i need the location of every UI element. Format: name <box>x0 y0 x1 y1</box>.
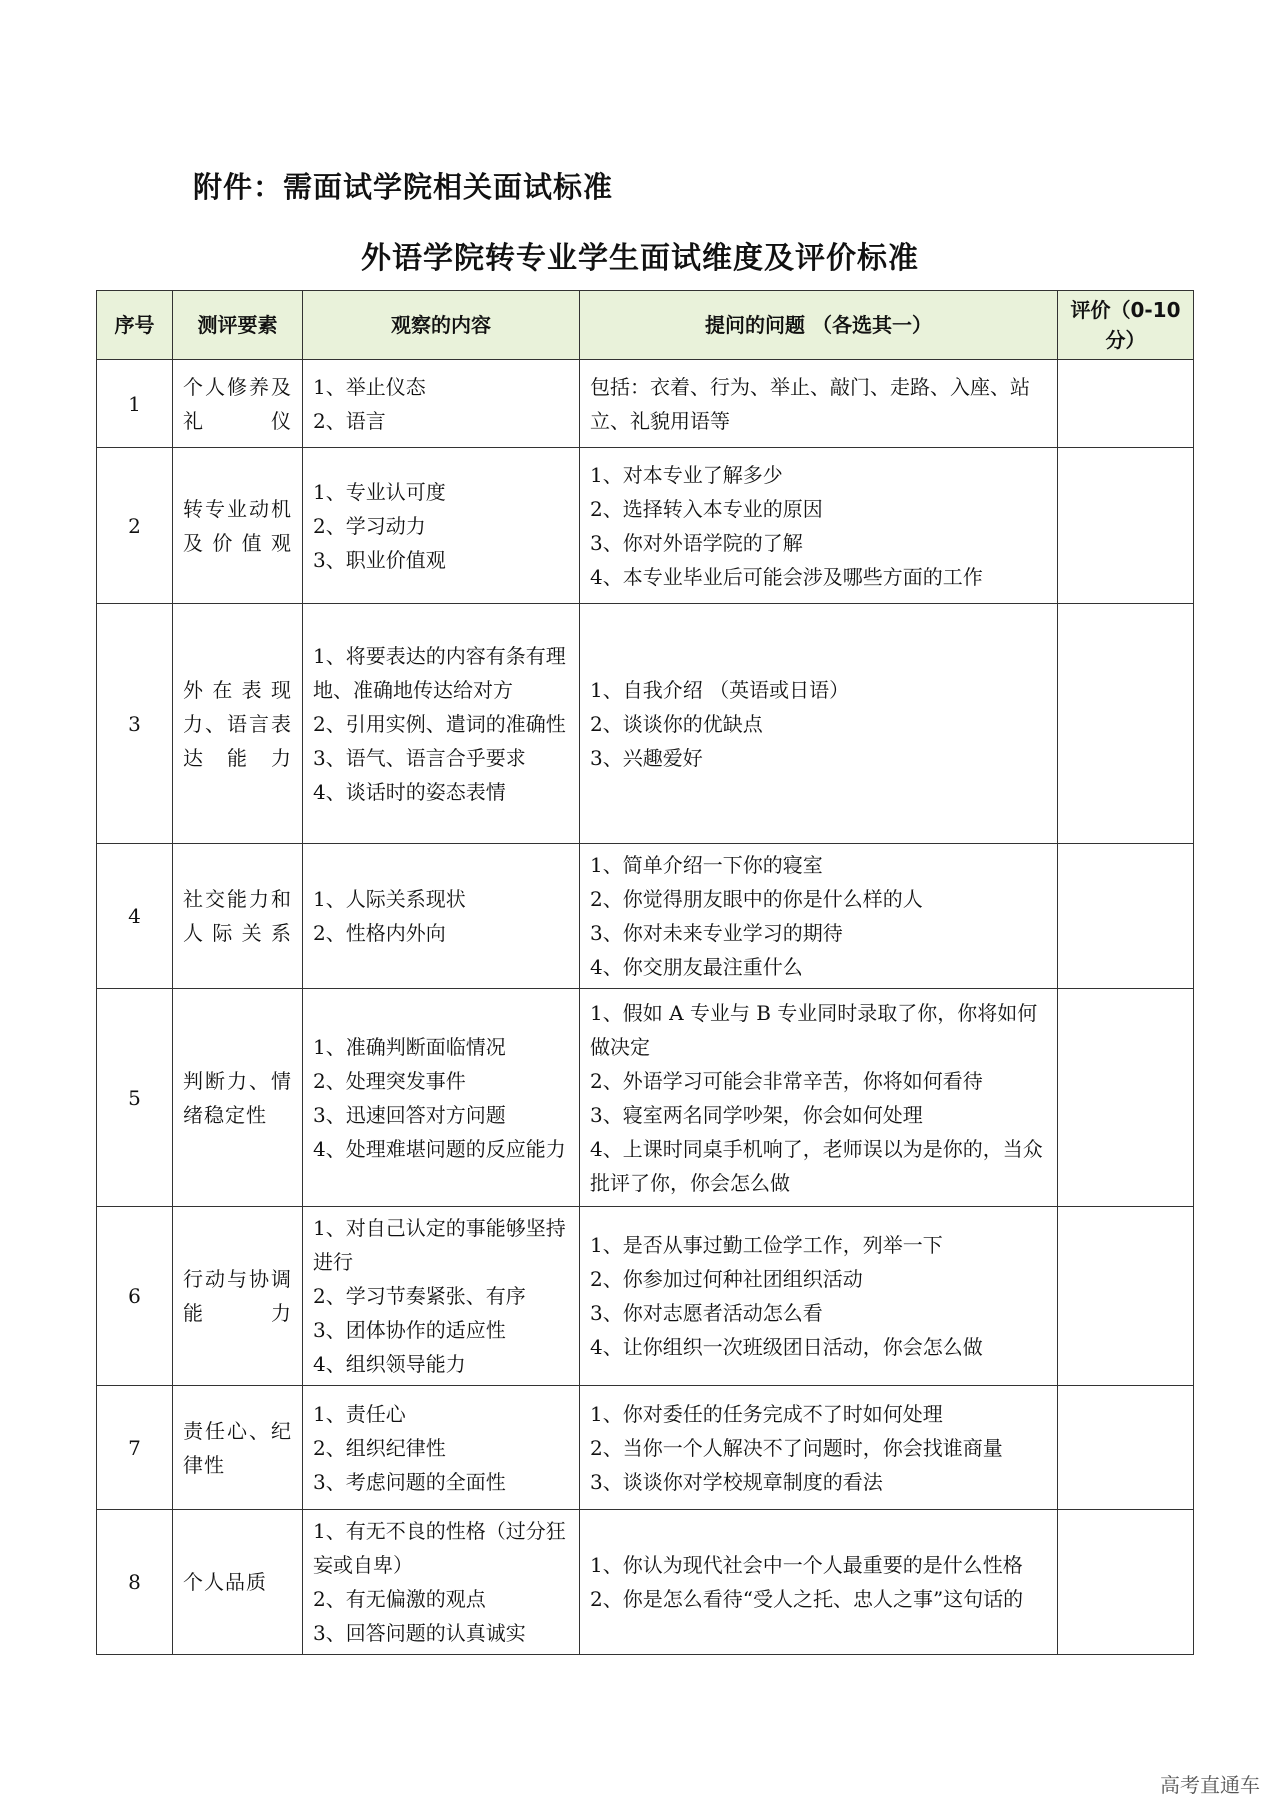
observation-item: 1、准确判断面临情况 <box>313 1034 506 1059</box>
observation-item: 3、考虑问题的全面性 <box>313 1469 506 1494</box>
table-row <box>97 1510 1194 1655</box>
table-row <box>97 448 1194 604</box>
observation-item: 3、回答问题的认真诚实 <box>313 1621 526 1645</box>
watermark: 高考直通车 <box>1160 1773 1260 1797</box>
observation-cell <box>303 1386 580 1510</box>
questions-cell <box>580 1207 1058 1386</box>
evaluation-factor: 社交能力和人际关系 <box>173 844 303 989</box>
observation-item: 3、语气、语言合乎要求 <box>313 745 526 770</box>
table-header-row <box>97 291 1194 360</box>
evaluation-factor: 个人修养及礼仪 <box>173 360 303 448</box>
questions-cell <box>580 989 1058 1207</box>
observation-item: 1、有无不良的性格（过分狂妄或自卑） <box>313 1519 566 1577</box>
observation-item: 1、举止仪态 <box>313 374 426 399</box>
score-cell[interactable] <box>1058 844 1194 989</box>
question-item: 1、简单介绍一下你的寝室 <box>590 853 823 877</box>
table-row <box>97 360 1194 448</box>
evaluation-factor: 行动与协调能力 <box>173 1207 303 1386</box>
question-item: 3、你对外语学院的了解 <box>590 530 803 555</box>
evaluation-factor: 个人品质 <box>173 1510 303 1655</box>
question-item: 2、你觉得朋友眼中的你是什么样的人 <box>590 887 923 911</box>
observation-item: 1、对自己认定的事能够坚持进行 <box>313 1216 566 1274</box>
question-item: 2、你是怎么看待“受人之托、忠人之事”这句话的 <box>590 1587 1024 1611</box>
row-number: 2 <box>97 448 173 604</box>
observation-item: 3、迅速回答对方问题 <box>313 1102 506 1127</box>
observation-cell <box>303 604 580 844</box>
table-body <box>97 360 1194 1655</box>
observation-item: 2、有无偏激的观点 <box>313 1587 486 1611</box>
observation-item: 1、将要表达的内容有条有理地、准确地传达给对方 <box>313 643 566 702</box>
evaluation-factor: 判断力、情绪稳定性 <box>173 989 303 1207</box>
question-item: 4、本专业毕业后可能会涉及哪些方面的工作 <box>590 564 983 589</box>
question-item: 3、你对志愿者活动怎么看 <box>590 1301 823 1325</box>
observation-item: 3、职业价值观 <box>313 547 446 572</box>
row-number: 5 <box>97 989 173 1207</box>
observation-item: 3、团体协作的适应性 <box>313 1318 506 1342</box>
row-number: 7 <box>97 1386 173 1510</box>
row-number: 1 <box>97 360 173 448</box>
row-number: 8 <box>97 1510 173 1655</box>
questions-cell <box>580 844 1058 989</box>
header-observation: 观察的内容 <box>303 291 580 360</box>
score-cell[interactable] <box>1058 604 1194 844</box>
questions-cell <box>580 448 1058 604</box>
question-item: 1、是否从事过勤工俭学工作，列举一下 <box>590 1233 943 1257</box>
header-questions: 提问的问题 （各选其一） <box>580 291 1058 360</box>
question-item: 1、假如 A 专业与 B 专业同时录取了你，你将如何做决定 <box>590 1000 1038 1059</box>
evaluation-factor: 责任心、纪律性 <box>173 1386 303 1510</box>
observation-item: 2、引用实例、遣词的准确性 <box>313 711 566 736</box>
observation-cell <box>303 1207 580 1386</box>
observation-item: 4、谈话时的姿态表情 <box>313 779 506 804</box>
questions-cell <box>580 360 1058 448</box>
score-cell[interactable] <box>1058 1510 1194 1655</box>
score-cell[interactable] <box>1058 1386 1194 1510</box>
question-item: 4、你交朋友最注重什么 <box>590 955 803 979</box>
question-item: 4、让你组织一次班级团日活动，你会怎么做 <box>590 1335 983 1359</box>
questions-cell <box>580 1386 1058 1510</box>
row-number: 3 <box>97 604 173 844</box>
observation-item: 2、学习节奏紧张、有序 <box>313 1284 526 1308</box>
observation-item: 2、学习动力 <box>313 513 426 538</box>
table-row <box>97 1207 1194 1386</box>
observation-item: 2、组织纪律性 <box>313 1435 446 1460</box>
observation-item: 2、处理突发事件 <box>313 1068 466 1093</box>
row-number: 6 <box>97 1207 173 1386</box>
evaluation-factor: 转专业动机及价值观 <box>173 448 303 604</box>
observation-item: 4、处理难堪问题的反应能力 <box>313 1136 566 1161</box>
score-cell[interactable] <box>1058 1207 1194 1386</box>
score-cell[interactable] <box>1058 989 1194 1207</box>
header-score: 评价（0-10分） <box>1058 291 1194 360</box>
question-item: 2、你参加过何种社团组织活动 <box>590 1267 863 1291</box>
score-cell[interactable] <box>1058 360 1194 448</box>
question-item: 1、对本专业了解多少 <box>590 462 783 487</box>
table-row <box>97 989 1194 1207</box>
document-title: 外语学院转专业学生面试维度及评价标准 <box>361 241 919 276</box>
observation-item: 2、性格内外向 <box>313 921 446 945</box>
observation-cell <box>303 360 580 448</box>
observation-item: 1、人际关系现状 <box>313 887 466 911</box>
observation-cell <box>303 1510 580 1655</box>
observation-item: 2、语言 <box>313 408 386 433</box>
observation-item: 4、组织领导能力 <box>313 1352 466 1376</box>
question-item: 3、谈谈你对学校规章制度的看法 <box>590 1469 883 1494</box>
question-item: 2、外语学习可能会非常辛苦，你将如何看待 <box>590 1068 983 1093</box>
question-item: 1、自我介绍 （英语或日语） <box>590 677 850 702</box>
question-item: 3、你对未来专业学习的期待 <box>590 921 843 945</box>
observation-item: 1、责任心 <box>313 1401 406 1426</box>
header-no: 序号 <box>97 291 173 360</box>
questions-cell <box>580 1510 1058 1655</box>
row-number: 4 <box>97 844 173 989</box>
question-item: 包括：衣着、行为、举止、敲门、走路、入座、站立、礼貌用语等 <box>590 374 1030 433</box>
question-item: 1、你对委任的任务完成不了时如何处理 <box>590 1401 943 1426</box>
attachment-title: 附件：需面试学院相关面试标准 <box>193 170 614 204</box>
table-row <box>97 1386 1194 1510</box>
score-cell[interactable] <box>1058 448 1194 604</box>
table-row <box>97 604 1194 844</box>
questions-cell <box>580 604 1058 844</box>
question-item: 1、你认为现代社会中一个人最重要的是什么性格 <box>590 1553 1023 1577</box>
observation-item: 1、专业认可度 <box>313 479 446 504</box>
question-item: 2、当你一个人解决不了问题时，你会找谁商量 <box>590 1435 1003 1460</box>
evaluation-factor: 外在表现力、语言表达能力 <box>173 604 303 844</box>
header-factor: 测评要素 <box>173 291 303 360</box>
observation-cell <box>303 448 580 604</box>
observation-cell <box>303 844 580 989</box>
table-row <box>97 844 1194 989</box>
observation-cell <box>303 989 580 1207</box>
question-item: 3、兴趣爱好 <box>590 745 703 770</box>
question-item: 2、选择转入本专业的原因 <box>590 496 823 521</box>
question-item: 2、谈谈你的优缺点 <box>590 711 763 736</box>
question-item: 4、上课时同桌手机响了，老师误以为是你的，当众批评了你，你会怎么做 <box>590 1136 1043 1195</box>
evaluation-criteria-table <box>96 290 1194 1655</box>
question-item: 3、寝室两名同学吵架，你会如何处理 <box>590 1102 923 1127</box>
